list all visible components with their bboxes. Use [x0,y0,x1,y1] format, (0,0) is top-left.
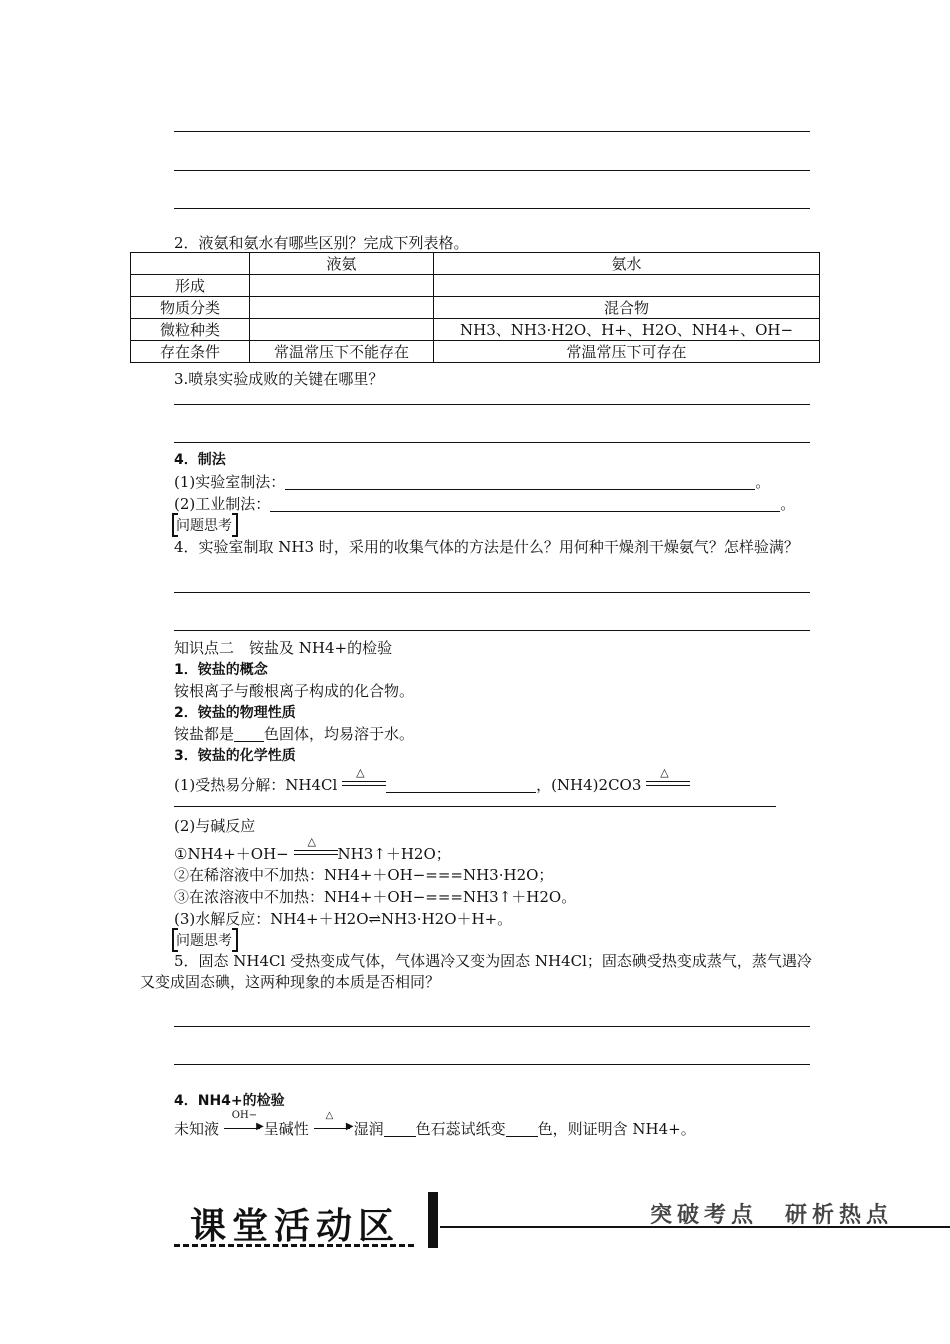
table-row [131,319,820,341]
banner-subtitle: 突破考点 研析热点 [650,1203,894,1228]
answer-line [174,131,810,132]
answer-line [174,1026,810,1027]
think-question-4: 4．实验室制取 NH3 时，采用的收集气体的方法是什么？用何种干燥剂干燥氨气？怎样验满？ [174,538,799,556]
heat-equals-sign: △ [646,776,690,790]
base-reaction-title: (2)与碱反应 [174,817,256,835]
ammonia-comparison-table [130,252,820,363]
question-3: 3.喷泉实验成败的关键在哪里？ [174,370,384,388]
answer-line [174,592,810,593]
answer-line [174,630,810,631]
heat-equals-sign: △ [342,776,386,790]
row-label: 形成 [131,275,250,297]
row-label: 微粒种类 [131,319,250,341]
table-row [131,341,820,363]
ammonium-concept-title: 1．铵盐的概念 [174,662,268,678]
question-2-title: 2．液氨和氨水有哪些区别？完成下列表格。 [174,234,469,252]
table-header-cell: 液氨 [250,253,434,275]
banner-dashed-underline [174,1244,414,1247]
table-header-cell: 氨水 [434,253,820,275]
cell-liquid [250,297,434,319]
reaction-2: ②在稀溶液中不加热：NH4+＋OH−===NH3·H2O； [174,866,554,884]
cell-aqueous [434,275,820,297]
decomposition-line: (1)受热易分解：NH4Cl △ ，(NH4)2CO3 △ [174,774,690,795]
prep-industry: (2)工业制法： 。 [174,495,796,513]
answer-line [174,208,810,209]
reaction-3: ③在浓溶液中不加热：NH4+＋OH−===NH3↑＋H2O。 [174,888,577,906]
prep-title: 4．制法 [174,452,226,468]
row-label: 存在条件 [131,341,250,363]
chemical-props-title: 3．铵盐的化学性质 [174,748,296,764]
knowledge-2-title: 知识点二 铵盐及 NH4+的检验 [174,639,393,657]
row-label: 物质分类 [131,297,250,319]
cell-liquid [250,319,434,341]
think-tag: 问题思考 [176,515,232,535]
table-row [131,297,820,319]
banner-title: 课堂活动区 [190,1206,401,1247]
answer-line [174,442,810,443]
answer-line [174,806,776,807]
cell-liquid: 常温常压下不能存在 [250,341,434,363]
table-header-cell [131,253,250,275]
reaction-1: ①NH4+＋OH− △ NH3↑＋H2O； [174,835,451,863]
reagent-arrow: OH− ▶ [224,1120,264,1134]
cell-aqueous: NH3、NH3·H2O、H+、H2O、NH4+、OH− [434,319,820,341]
ammonium-concept-text: 铵根离子与酸根离子构成的化合物。 [174,682,415,700]
answer-line [174,1064,810,1065]
cell-liquid [250,275,434,297]
answer-line [174,404,810,405]
heat-equals-sign: △ [294,845,338,859]
reaction-4-hydrolysis: (3)水解反应：NH4+＋H2O⇌NH3·H2O＋H+。 [174,910,513,928]
heat-arrow: △ ▶ [314,1120,354,1134]
banner-divider-bar [428,1192,438,1248]
think-tag: 问题思考 [176,930,232,950]
table-row [131,275,820,297]
physical-props-text: 铵盐都是 色固体，均易溶于水。 [174,725,415,743]
ammonium-test-title: 4．NH4+的检验 [174,1093,285,1109]
cell-aqueous: 混合物 [434,297,820,319]
prep-lab: (1)实验室制法： 。 [174,473,771,491]
ammonium-test-procedure: 未知液 OH− ▶ 呈碱性 △ ▶ 湿润 色石蕊试纸变 色，则证明含 NH4+。 [174,1110,696,1138]
cell-aqueous: 常温常压下可存在 [434,341,820,363]
physical-props-title: 2．铵盐的物理性质 [174,705,296,721]
answer-line [174,170,810,171]
think-question-5: 5．固态 NH4Cl 受热变成气体，气体遇冷又变为固态 NH4Cl；固态碘受热变成蒸气，蒸气遇冷又变成固态碘，这两种现象的本质是否相同？ [140,952,812,991]
